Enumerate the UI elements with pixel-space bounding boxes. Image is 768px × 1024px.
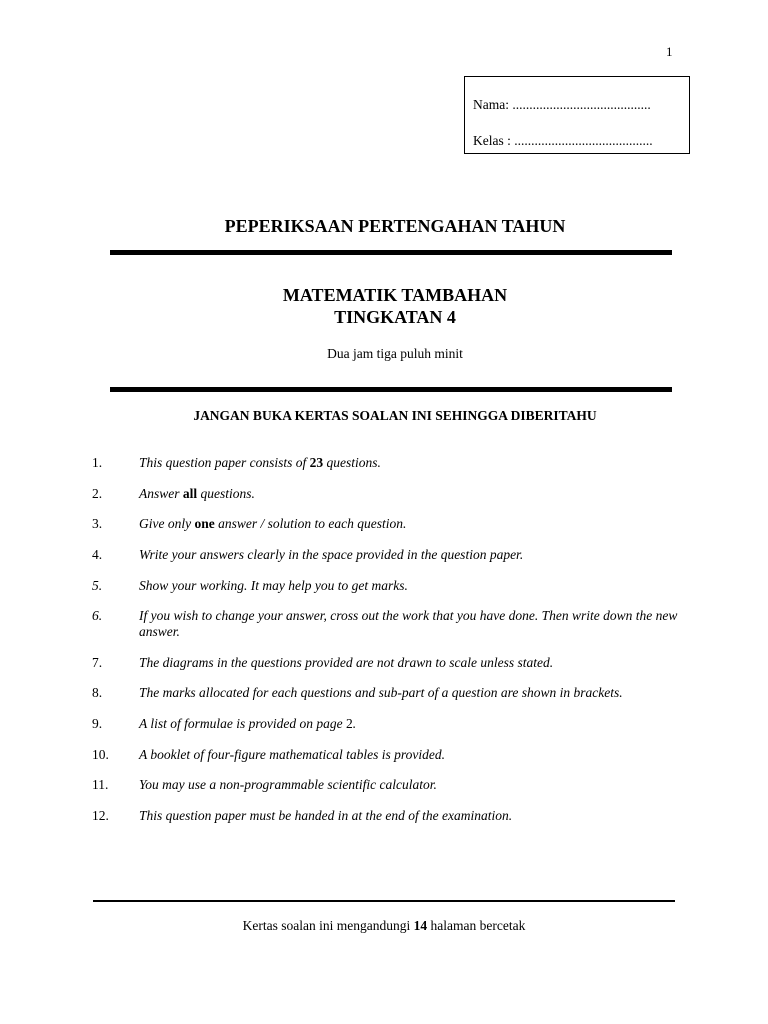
instruction-text: This question paper must be handed in at the end of the examination. — [139, 808, 513, 823]
instruction-text: Give only one answer / solution to each question. — [139, 516, 407, 531]
exam-title: PEPERIKSAAN PERTENGAHAN TAHUN — [224, 216, 566, 236]
page-number: 1 — [666, 44, 673, 59]
instruction-text: Show your working. It may help you to get marks. — [139, 578, 408, 593]
instruction-number: 2. — [92, 486, 103, 501]
instruction-number: 4. — [92, 547, 103, 562]
instruction-text: If you wish to change your answer, cross out the work that you have done. Then write down the new answer. — [139, 608, 678, 639]
student-info-box — [464, 76, 690, 154]
exam-duration: Dua jam tiga puluh minit — [327, 346, 463, 361]
footer-divider — [93, 900, 675, 902]
instruction-number: 3. — [92, 516, 103, 531]
instruction-number: 12. — [92, 808, 109, 823]
subject-title: MATEMATIK TAMBAHAN — [282, 285, 508, 305]
instruction-text: Answer all questions. — [139, 486, 255, 501]
instruction-text: The diagrams in the questions provided are not drawn to scale unless stated. — [139, 655, 554, 670]
nama-field: Nama: ......................................... — [473, 97, 651, 112]
subject-divider — [110, 387, 672, 392]
instruction-number: 11. — [92, 777, 109, 792]
subject-block — [0, 284, 768, 328]
instruction-number: 7. — [92, 655, 103, 670]
warning-notice: JANGAN BUKA KERTAS SOALAN INI SEHINGGA DIBERITAHU — [193, 408, 597, 423]
instruction-number: 1. — [92, 455, 103, 470]
instruction-text: A list of formulae is provided on page 2. — [139, 716, 357, 731]
page-count-footer: Kertas soalan ini mengandungi 14 halaman bercetak — [242, 918, 526, 933]
kelas-field: Kelas : ......................................... — [473, 133, 653, 148]
instruction-text: The marks allocated for each questions and sub-part of a question are shown in brackets. — [139, 685, 623, 700]
instruction-number: 5. — [92, 578, 103, 593]
instruction-text: This question paper consists of 23 questions. — [139, 455, 381, 470]
instruction-number: 10. — [92, 747, 109, 762]
instruction-text: You may use a non-programmable scientific calculator. — [139, 777, 437, 792]
form-title: TINGKATAN 4 — [334, 307, 456, 327]
title-divider — [110, 250, 672, 255]
instruction-number: 6. — [92, 608, 103, 623]
instruction-number: 9. — [92, 716, 103, 731]
instruction-text: Write your answers clearly in the space provided in the question paper. — [139, 547, 524, 562]
instruction-number: 8. — [92, 685, 103, 700]
instruction-text: A booklet of four-figure mathematical tables is provided. — [139, 747, 445, 762]
